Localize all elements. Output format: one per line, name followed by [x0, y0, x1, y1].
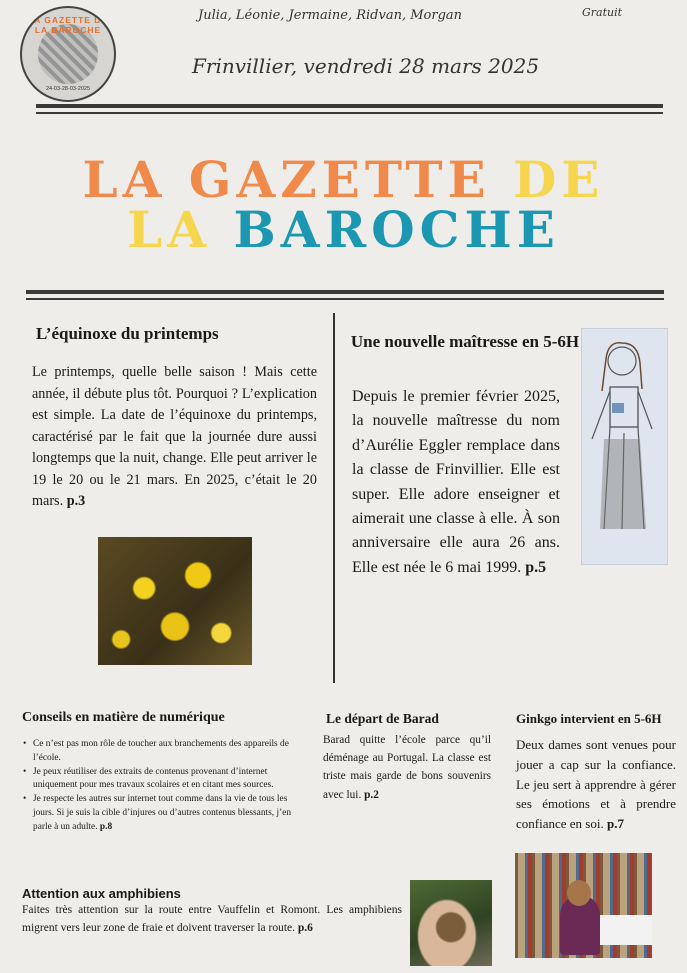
article-maitresse-text: Depuis le premier février 2025, la nouvelle maîtresse du nom d’Aurélie Eggler remplace dans la classe de Frinvillier. Elle est super. Elle adore enseigner et aimerait une classe à elle. À son anniversaire elle aura 26 ans. Elle est née le 6 mai 1999.: [352, 388, 560, 576]
child-head: [567, 880, 591, 906]
article-equinoxe-text: Le printemps, quelle belle saison ! Mais cette année, il débute plus tôt. Pourquoi ? L’explication est simple. La date de l’équinoxe du printemps, caractérisé par le fait que la journée dure aussi longtemps que la nuit, change. Elle peut arriver le 19 le 20 ou le 21 mars. En 2025, c’était le 20 mars.: [32, 364, 317, 509]
article-barad-body: [323, 731, 491, 804]
article-barad-title: Le départ de Barad: [326, 711, 439, 726]
top-rule-1: [36, 104, 663, 108]
column-divider: [333, 313, 335, 683]
conseils-list: [22, 738, 292, 835]
dateline: Frinvillier, vendredi 28 mars 2025: [192, 54, 540, 78]
article-equinoxe-body: [32, 362, 317, 513]
teacher-drawing: [581, 328, 668, 565]
article-equinoxe-title: L’équinoxe du printemps: [36, 324, 219, 343]
article-barad-text: Barad quitte l’école parce qu’il déménage au Portugal. La classe est triste mais garde de bons souvenirs avec lui.: [323, 734, 491, 801]
article-ginkgo-body: [516, 735, 676, 834]
article-ginkgo-title: Ginkgo intervient en 5-6H: [516, 711, 662, 726]
article-maitresse-body: [352, 385, 560, 580]
masthead-la: LA: [127, 200, 234, 259]
mid-rule-2: [26, 298, 664, 300]
list-item-text: Je respecte les autres sur internet tout comme dans la vie de tous les jours. Si je suis la cible d’injures ou d’autres contenus blessants, j’en parle à un adulte.: [33, 794, 292, 832]
page-ref: p.6: [297, 921, 313, 934]
logo-text: LA GAZETTE DE LA BAROCHE: [27, 15, 109, 35]
masthead-baroche: BAROCHE: [233, 200, 560, 259]
page-ref: p.8: [99, 821, 113, 832]
list-item: [22, 793, 292, 834]
authors: Julia, Léonie, Jermaine, Ridvan, Morgan: [198, 8, 463, 23]
article-amphibiens-title: Attention aux amphibiens: [22, 886, 181, 901]
article-ginkgo-text: Deux dames sont venues pour jouer a cap sur la confiance. Le jeu sert à apprendre à gérer ses émotions et à prendre confiance en soi.: [516, 737, 676, 832]
forsythia-photo: [98, 537, 252, 665]
gazette-logo: [20, 6, 116, 102]
mid-rule-1: [26, 290, 664, 294]
masthead-line-1: [0, 150, 687, 209]
masthead-gazette: LA GAZETTE: [82, 150, 514, 209]
masthead-de: DE: [513, 150, 605, 209]
list-item: • Ce n’est pas mon rôle de toucher aux branchements des appareils de l’école.: [22, 738, 292, 766]
article-conseils-title: Conseils en matière de numérique: [22, 710, 225, 725]
page-ref: p.5: [525, 558, 547, 576]
masthead-line-2: [0, 200, 687, 259]
frog-in-hand-photo: [410, 880, 492, 966]
article-maitresse-title: Une nouvelle maîtresse en 5-6H: [350, 332, 580, 351]
article-amphibiens-body: [22, 902, 402, 937]
teacher-drawing-svg: [582, 329, 667, 564]
top-rule-2: [36, 112, 663, 114]
list-item: • Je peux réutiliser des extraits de contenus provenant d’internet uniquement pour mes travaux scolaires et en citant mes sources.: [22, 766, 292, 794]
page-ref: p.7: [606, 816, 624, 832]
article-amphibiens-text: Faites très attention sur la route entre Vauffelin et Romont. Les amphibiens migrent vers leur zone de fraie et doivent traverser la route.: [22, 904, 402, 934]
page-ref: p.3: [66, 493, 86, 509]
page-ref: p.2: [364, 788, 379, 801]
price-label: Gratuit: [582, 6, 623, 19]
logo-date: 24-03-28-03-2025: [45, 86, 91, 92]
game-card: [600, 915, 652, 945]
